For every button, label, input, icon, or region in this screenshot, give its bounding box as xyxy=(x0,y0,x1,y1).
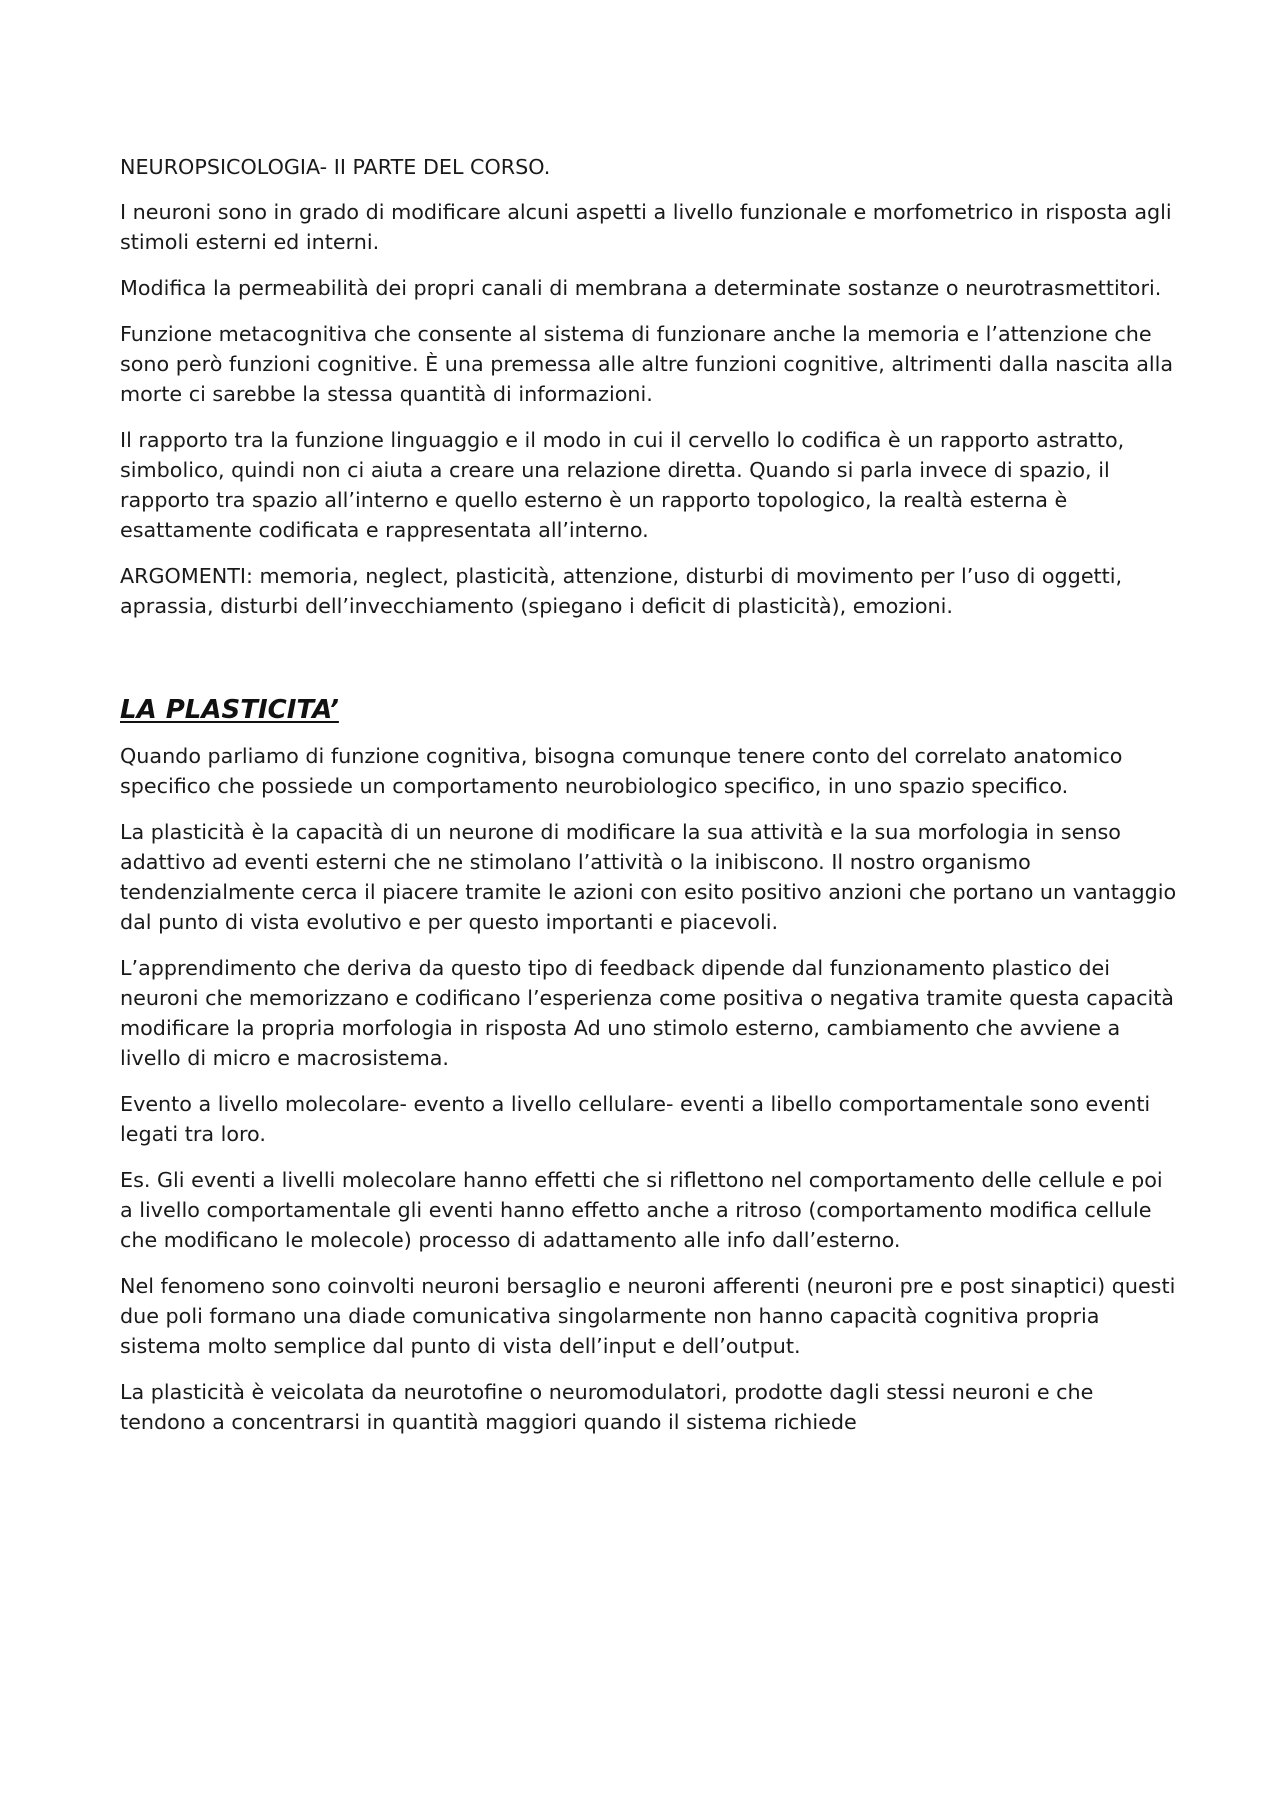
intro-paragraph-1: I neuroni sono in grado di modificare alcuni aspetti a livello funzionale e morfometrico in risposta agli stimoli esterni ed interni. xyxy=(120,200,1172,254)
section-paragraph-7: La plasticità è veicolata da neurotofine o neuromodulatori, prodotte dagli stessi neuroni e che tendono a concentrarsi in quantità maggiori quando il sistema richiede xyxy=(120,1380,1094,1434)
section-paragraph-2: La plasticità è la capacità di un neurone di modificare la sua attività e la sua morfologia in senso adattivo ad eventi esterni che ne stimolano l’attività o la inibiscono. Il nostro organismo tendenzialmente cerca il piacere tramite le azioni con esito positivo anzioni che portano un vantaggio dal punto di vista evolutivo e per questo importanti e piacevoli. xyxy=(120,820,1177,934)
document-page xyxy=(120,152,1180,1453)
document-title: NEUROPSICOLOGIA- II PARTE DEL CORSO. xyxy=(120,155,551,179)
section-paragraph-1: Quando parliamo di funzione cognitiva, bisogna comunque tenere conto del correlato anatomico specifico che possiede un comportamento neurobiologico specifico, in uno spazio specifico. xyxy=(120,744,1123,798)
topics-paragraph: ARGOMENTI: memoria, neglect, plasticità, attenzione, disturbi di movimento per l’uso di oggetti, aprassia, disturbi dell’invecchiamento (spiegano i deficit di plasticità), emozioni. xyxy=(120,564,1123,618)
intro-paragraph-4: Il rapporto tra la funzione linguaggio e il modo in cui il cervello lo codifica è un rapporto astratto, simbolico, quindi non ci aiuta a creare una relazione diretta. Quando si parla invece di spazio, il rapporto tra spazio all’interno e quello esterno è un rapporto topologico, la realtà esterna è esattamente codificata e rappresentata all’interno. xyxy=(120,428,1125,542)
section-spacer xyxy=(120,637,1180,693)
section-paragraph-3: L’apprendimento che deriva da questo tipo di feedback dipende dal funzionamento plastico dei neuroni che memorizzano e codificano l’esperienza come positiva o negativa tramite questa capacità modificare la propria morfologia in risposta Ad uno stimolo esterno, cambiamento che avviene a livello di micro e macrosistema. xyxy=(120,956,1174,1070)
section-paragraph-4: Evento a livello molecolare- evento a livello cellulare- eventi a libello comportamentale sono eventi legati tra loro. xyxy=(120,1092,1151,1146)
section-paragraph-6: Nel fenomeno sono coinvolti neuroni bersaglio e neuroni afferenti (neuroni pre e post sinaptici) questi due poli formano una diade comunicativa singolarmente non hanno capacità cognitiva propria sistema molto semplice dal punto di vista dell’input e dell’output. xyxy=(120,1274,1176,1358)
section-paragraph-5: Es. Gli eventi a livelli molecolare hanno effetti che si riflettono nel comportamento delle cellule e poi a livello comportamentale gli eventi hanno effetto anche a ritroso (comportamento modifica cellule che modificano le molecole) processo di adattamento alle info dall’esterno. xyxy=(120,1168,1163,1252)
section-heading: LA PLASTICITA’ xyxy=(120,695,339,725)
intro-paragraph-2: Modifica la permeabilità dei propri canali di membrana a determinate sostanze o neurotrasmettitori. xyxy=(120,276,1162,300)
intro-paragraph-3: Funzione metacognitiva che consente al sistema di funzionare anche la memoria e l’attenzione che sono però funzioni cognitive. È una premessa alle altre funzioni cognitive, altrimenti dalla nascita alla morte ci sarebbe la stessa quantità di informazioni. xyxy=(120,322,1174,406)
